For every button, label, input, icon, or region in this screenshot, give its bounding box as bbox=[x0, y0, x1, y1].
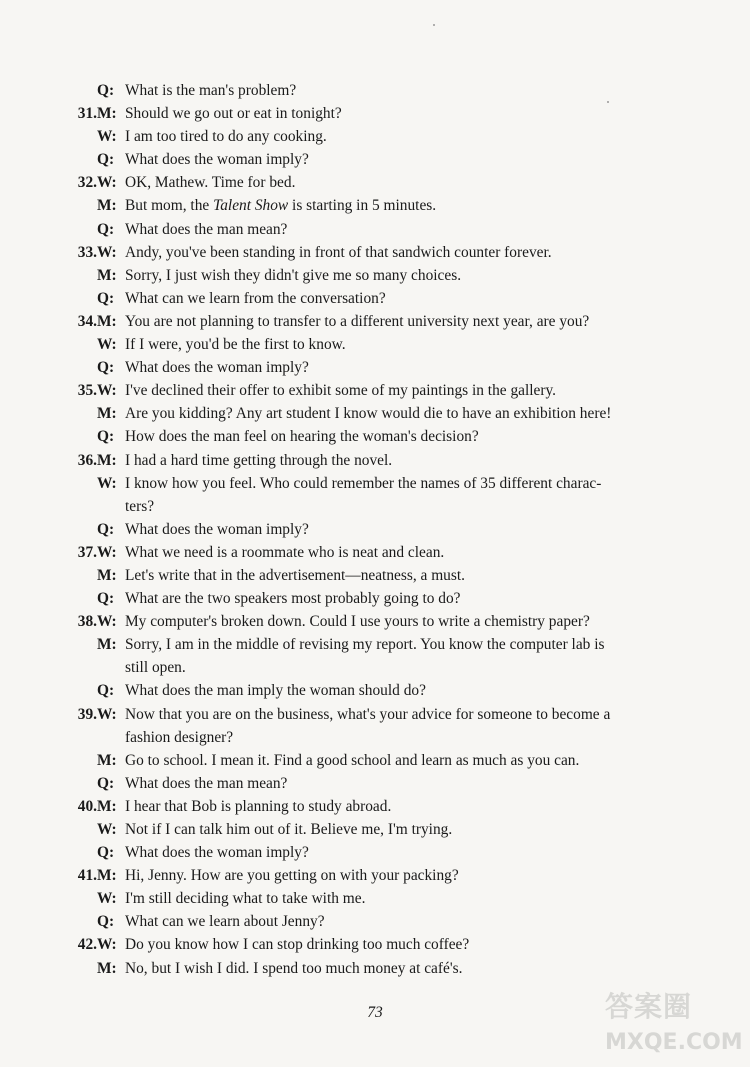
dialogue-text-continued: still open. bbox=[125, 659, 186, 677]
dialogue-line bbox=[0, 333, 750, 356]
question-number: 41. bbox=[77, 867, 97, 885]
dialogue-line bbox=[0, 287, 750, 310]
dialogue-line bbox=[0, 449, 750, 472]
scan-speck bbox=[433, 24, 435, 26]
dialogue-text: My computer's broken down. Could I use yours to write a chemistry paper? bbox=[125, 613, 590, 631]
question-number: 38. bbox=[77, 613, 97, 631]
speaker-label: M: bbox=[97, 636, 117, 654]
dialogue-text: But mom, the Talent Show is starting in 5 minutes. bbox=[125, 197, 437, 215]
dialogue-text: If I were, you'd be the first to know. bbox=[125, 336, 346, 354]
dialogue-line bbox=[0, 218, 750, 241]
speaker-label: M: bbox=[97, 451, 117, 469]
speaker-label: W: bbox=[97, 243, 117, 261]
dialogue-line bbox=[0, 726, 750, 749]
dialogue-text: What does the man imply the woman should do? bbox=[125, 682, 426, 700]
scan-speck bbox=[607, 101, 609, 103]
dialogue-line bbox=[0, 264, 750, 287]
speaker-label: Q: bbox=[97, 151, 115, 169]
question-number: 42. bbox=[77, 936, 97, 954]
dialogue-text: I know how you feel. Who could remember the names of 35 different charac- bbox=[125, 474, 602, 492]
dialogue-text: Go to school. I mean it. Find a good school and learn as much as you can. bbox=[125, 751, 580, 769]
dialogue-line bbox=[0, 102, 750, 125]
dialogue-line bbox=[0, 564, 750, 587]
speaker-label: Q: bbox=[97, 82, 115, 99]
dialogue-text: No, but I wish I did. I spend too much money at café's. bbox=[125, 959, 463, 977]
dialogue-line bbox=[0, 703, 750, 726]
question-number: 36. bbox=[77, 451, 97, 469]
dialogue-text: What does the woman imply? bbox=[125, 844, 309, 862]
dialogue-text: Andy, you've been standing in front of that sandwich counter forever. bbox=[125, 243, 552, 261]
dialogue-text: What does the woman imply? bbox=[125, 520, 309, 538]
dialogue-text: You are not planning to transfer to a different university next year, are you? bbox=[125, 312, 590, 330]
dialogue-line bbox=[0, 887, 750, 910]
dialogue-text: Let's write that in the advertisement—neatness, a must. bbox=[125, 566, 465, 584]
dialogue-line bbox=[0, 864, 750, 887]
dialogue-line bbox=[0, 933, 750, 956]
speaker-label: M: bbox=[97, 105, 117, 123]
speaker-label: Q: bbox=[97, 359, 115, 377]
speaker-label: W: bbox=[97, 543, 117, 561]
speaker-label: M: bbox=[97, 797, 117, 815]
speaker-label: Q: bbox=[97, 774, 115, 792]
dialogue-line bbox=[0, 148, 750, 171]
speaker-label: W: bbox=[97, 705, 117, 723]
dialogue-text: What can we learn from the conversation? bbox=[125, 289, 386, 307]
speaker-label: W: bbox=[97, 474, 117, 492]
speaker-label: M: bbox=[97, 867, 117, 885]
speaker-label: W: bbox=[97, 336, 117, 354]
dialogue-text: Sorry, I just wish they didn't give me so many choices. bbox=[125, 266, 462, 284]
watermark-logo-text: 答案圈 bbox=[605, 990, 693, 1023]
dialogue-text: What is the man's problem? bbox=[125, 82, 297, 99]
speaker-label: M: bbox=[97, 312, 117, 330]
dialogue-list bbox=[0, 79, 750, 980]
dialogue-line bbox=[0, 772, 750, 795]
dialogue-text: Should we go out or eat in tonight? bbox=[125, 105, 342, 123]
dialogue-text-continued: fashion designer? bbox=[125, 728, 234, 746]
dialogue-line bbox=[0, 910, 750, 933]
question-number: 32. bbox=[77, 174, 97, 192]
question-number: 35. bbox=[77, 382, 97, 400]
dialogue-line bbox=[0, 79, 750, 102]
dialogue-text-continued: ters? bbox=[125, 497, 155, 515]
dialogue-text: Hi, Jenny. How are you getting on with your packing? bbox=[125, 867, 459, 885]
dialogue-line bbox=[0, 518, 750, 541]
speaker-label: W: bbox=[97, 128, 117, 146]
dialogue-line bbox=[0, 541, 750, 564]
speaker-label: W: bbox=[97, 890, 117, 908]
dialogue-text: What does the woman imply? bbox=[125, 359, 309, 377]
dialogue-line bbox=[0, 633, 750, 656]
dialogue-text: Are you kidding? Any art student I know would die to have an exhibition here! bbox=[125, 405, 612, 423]
dialogue-text: I am too tired to do any cooking. bbox=[125, 128, 327, 146]
dialogue-text: Sorry, I am in the middle of revising my report. You know the computer lab is bbox=[125, 636, 605, 654]
question-number: 37. bbox=[77, 543, 97, 561]
speaker-label: M: bbox=[97, 405, 117, 423]
speaker-label: Q: bbox=[97, 590, 115, 608]
dialogue-line bbox=[0, 818, 750, 841]
dialogue-line bbox=[0, 125, 750, 148]
watermark-logo bbox=[605, 985, 743, 1057]
dialogue-text: What we need is a roommate who is neat and clean. bbox=[125, 543, 445, 561]
dialogue-line bbox=[0, 171, 750, 194]
speaker-label: Q: bbox=[97, 682, 115, 700]
dialogue-line bbox=[0, 495, 750, 518]
speaker-label: M: bbox=[97, 266, 117, 284]
dialogue-text: I had a hard time getting through the novel. bbox=[125, 451, 393, 469]
speaker-label: W: bbox=[97, 174, 117, 192]
speaker-label: Q: bbox=[97, 220, 115, 238]
watermark-url: MXQE.COM bbox=[605, 1030, 743, 1055]
dialogue-line bbox=[0, 310, 750, 333]
dialogue-text: What does the woman imply? bbox=[125, 151, 309, 169]
dialogue-line bbox=[0, 194, 750, 217]
speaker-label: Q: bbox=[97, 428, 115, 446]
dialogue-text: What can we learn about Jenny? bbox=[125, 913, 325, 931]
speaker-label: M: bbox=[97, 751, 117, 769]
dialogue-line bbox=[0, 241, 750, 264]
question-number: 34. bbox=[77, 312, 97, 330]
dialogue-line bbox=[0, 356, 750, 379]
speaker-label: Q: bbox=[97, 913, 115, 931]
dialogue-text: I've declined their offer to exhibit some of my paintings in the gallery. bbox=[125, 382, 557, 400]
dialogue-line bbox=[0, 749, 750, 772]
dialogue-text: Not if I can talk him out of it. Believe me, I'm trying. bbox=[125, 821, 453, 838]
dialogue-line bbox=[0, 379, 750, 402]
dialogue-line bbox=[0, 610, 750, 633]
speaker-label: W: bbox=[97, 821, 117, 838]
speaker-label: M: bbox=[97, 566, 117, 584]
question-number: 39. bbox=[77, 705, 97, 723]
speaker-label: Q: bbox=[97, 520, 115, 538]
dialogue-line bbox=[0, 679, 750, 702]
italic-title: Talent Show bbox=[213, 197, 289, 215]
speaker-label: M: bbox=[97, 197, 117, 215]
speaker-label: W: bbox=[97, 382, 117, 400]
dialogue-text: I'm still deciding what to take with me. bbox=[125, 890, 366, 908]
dialogue-text: How does the man feel on hearing the woman's decision? bbox=[125, 428, 479, 446]
question-number: 40. bbox=[77, 797, 97, 815]
page-number: 73 bbox=[367, 1004, 383, 1021]
dialogue-line bbox=[0, 402, 750, 425]
speaker-label: Q: bbox=[97, 289, 115, 307]
question-number: 31. bbox=[77, 105, 97, 123]
dialogue-line bbox=[0, 957, 750, 980]
dialogue-text: Do you know how I can stop drinking too much coffee? bbox=[125, 936, 470, 954]
dialogue-line bbox=[0, 841, 750, 864]
dialogue-text: What does the man mean? bbox=[125, 774, 288, 792]
dialogue-text: I hear that Bob is planning to study abroad. bbox=[125, 797, 392, 815]
speaker-label: W: bbox=[97, 613, 117, 631]
speaker-label: M: bbox=[97, 959, 117, 977]
dialogue-text: OK, Mathew. Time for bed. bbox=[125, 174, 296, 192]
question-number: 33. bbox=[77, 243, 97, 261]
dialogue-text: What are the two speakers most probably going to do? bbox=[125, 590, 461, 608]
dialogue-line bbox=[0, 656, 750, 679]
dialogue-line bbox=[0, 795, 750, 818]
dialogue-line bbox=[0, 425, 750, 448]
dialogue-text: Now that you are on the business, what's your advice for someone to become a bbox=[125, 705, 611, 723]
speaker-label: W: bbox=[97, 936, 117, 954]
speaker-label: Q: bbox=[97, 844, 115, 862]
dialogue-line bbox=[0, 472, 750, 495]
dialogue-text: What does the man mean? bbox=[125, 220, 288, 238]
dialogue-line bbox=[0, 587, 750, 610]
